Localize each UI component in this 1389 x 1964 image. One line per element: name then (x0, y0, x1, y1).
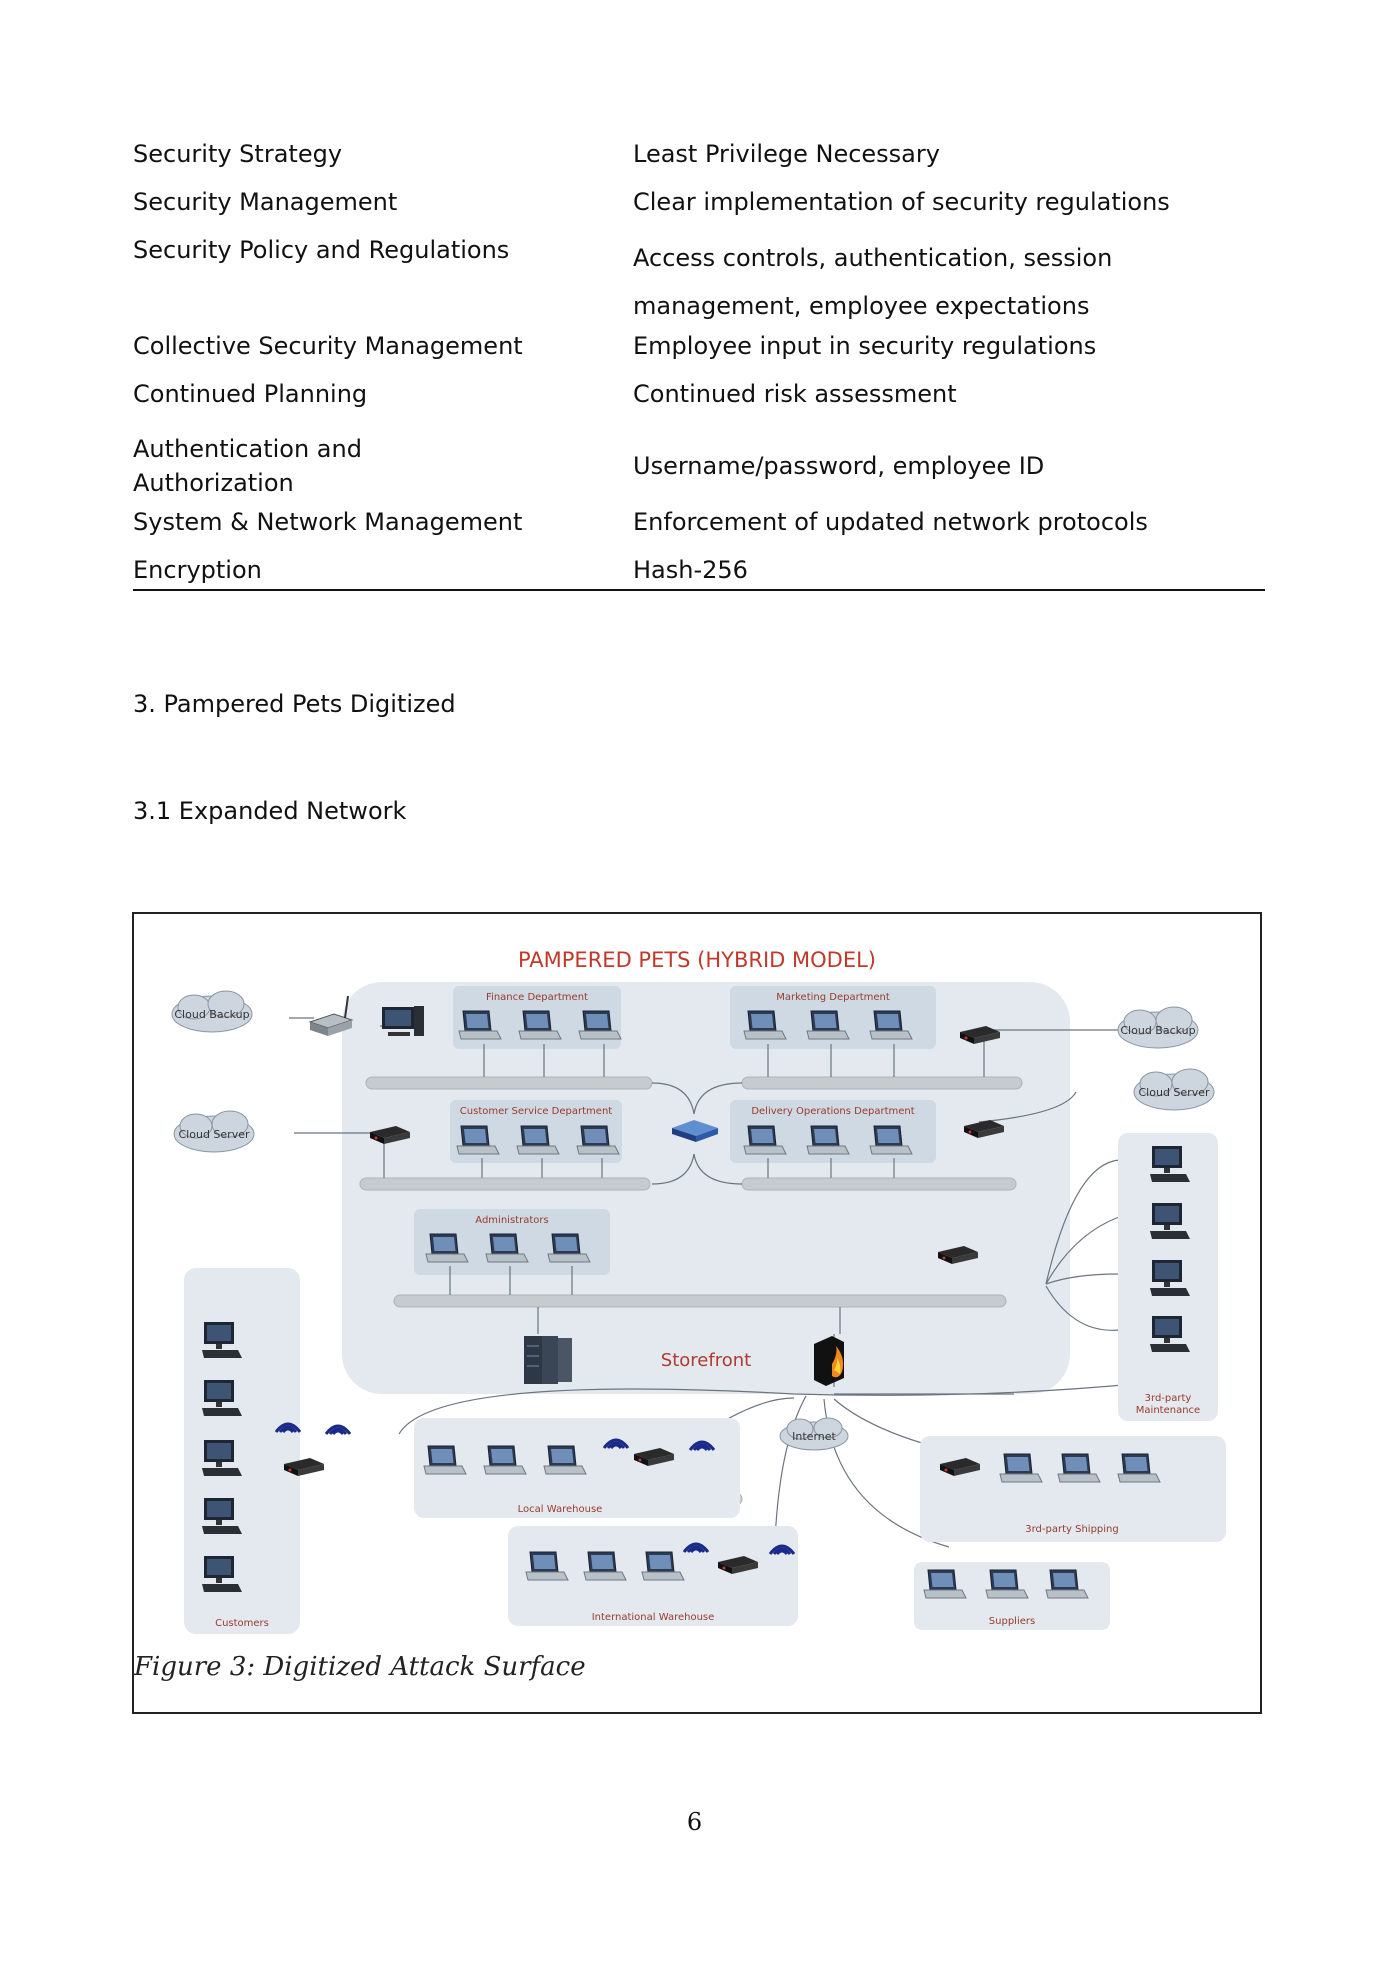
table-row (133, 330, 1265, 378)
network-diagram (134, 914, 1260, 1712)
row-label: Security Policy and Regulations (133, 236, 510, 264)
row-label: Continued Planning (133, 380, 368, 408)
table-row (133, 506, 1265, 554)
maintenance-label-2: Maintenance (1135, 1405, 1201, 1416)
internet-cloud (780, 1418, 848, 1450)
row-value: Access controls, authentication, session management, employee expectations (633, 244, 1113, 320)
international-warehouse-label: International Warehouse (591, 1612, 715, 1623)
customer-service-label: Customer Service Department (459, 1106, 613, 1117)
security-table (133, 138, 1265, 602)
row-value: Enforcement of updated network protocols (633, 508, 1148, 536)
firewall-icon (814, 1336, 844, 1386)
server-rack (524, 1336, 572, 1384)
table-row (133, 426, 1265, 506)
cloud-backup-right (1118, 1007, 1198, 1048)
row-label: Collective Security Management (133, 332, 523, 360)
table-row (133, 234, 1265, 330)
finance-label: Finance Department (486, 992, 588, 1003)
delivery-label: Delivery Operations Department (751, 1106, 915, 1117)
row-value: Employee input in security regulations (633, 332, 1097, 360)
local-warehouse-label: Local Warehouse (517, 1504, 603, 1515)
row-label: System & Network Management (133, 508, 523, 536)
row-label: Security Management (133, 188, 398, 216)
row-value: Clear implementation of security regulations (633, 188, 1170, 216)
table-row (133, 554, 1265, 602)
maintenance-label-1: 3rd-party (1144, 1393, 1192, 1404)
cloud-server-left (174, 1111, 254, 1152)
cloud-backup-left-label: Cloud Backup (174, 1008, 250, 1021)
internet-label: Internet (792, 1430, 836, 1443)
customers-panel (184, 1268, 300, 1634)
cloud-backup-right-label: Cloud Backup (1120, 1024, 1196, 1037)
table-bottom-rule (133, 589, 1265, 591)
row-value: Continued risk assessment (633, 380, 957, 408)
section-heading: 3. Pampered Pets Digitized (133, 690, 456, 718)
row-value: Least Privilege Necessary (633, 140, 940, 168)
cloud-server-left-label: Cloud Server (178, 1128, 250, 1141)
diagram-title: PAMPERED PETS (HYBRID MODEL) (517, 948, 877, 972)
administrators-label: Administrators (475, 1215, 549, 1226)
figure-caption: Figure 3: Digitized Attack Surface (134, 1652, 586, 1682)
row-value: Hash-256 (633, 556, 748, 584)
customers-label: Customers (215, 1618, 269, 1629)
shipping-label: 3rd-party Shipping (1025, 1524, 1119, 1535)
marketing-label: Marketing Department (776, 992, 890, 1003)
gateway-router (310, 996, 352, 1036)
cloud-backup-left (172, 991, 252, 1032)
storefront-label: Storefront (660, 1350, 752, 1371)
row-label: Encryption (133, 556, 262, 584)
subsection-heading: 3.1 Expanded Network (133, 797, 407, 825)
figure (132, 912, 1262, 1714)
suppliers-label: Suppliers (988, 1616, 1036, 1627)
table-row (133, 186, 1265, 234)
page-number: 6 (686, 1808, 703, 1836)
cloud-server-right (1134, 1069, 1214, 1110)
table-row (133, 378, 1265, 426)
table-row (133, 138, 1265, 186)
row-label: Authentication and Authorization (133, 435, 362, 497)
row-label: Security Strategy (133, 140, 343, 168)
cloud-server-right-label: Cloud Server (1138, 1086, 1210, 1099)
row-value: Username/password, employee ID (633, 452, 1045, 480)
